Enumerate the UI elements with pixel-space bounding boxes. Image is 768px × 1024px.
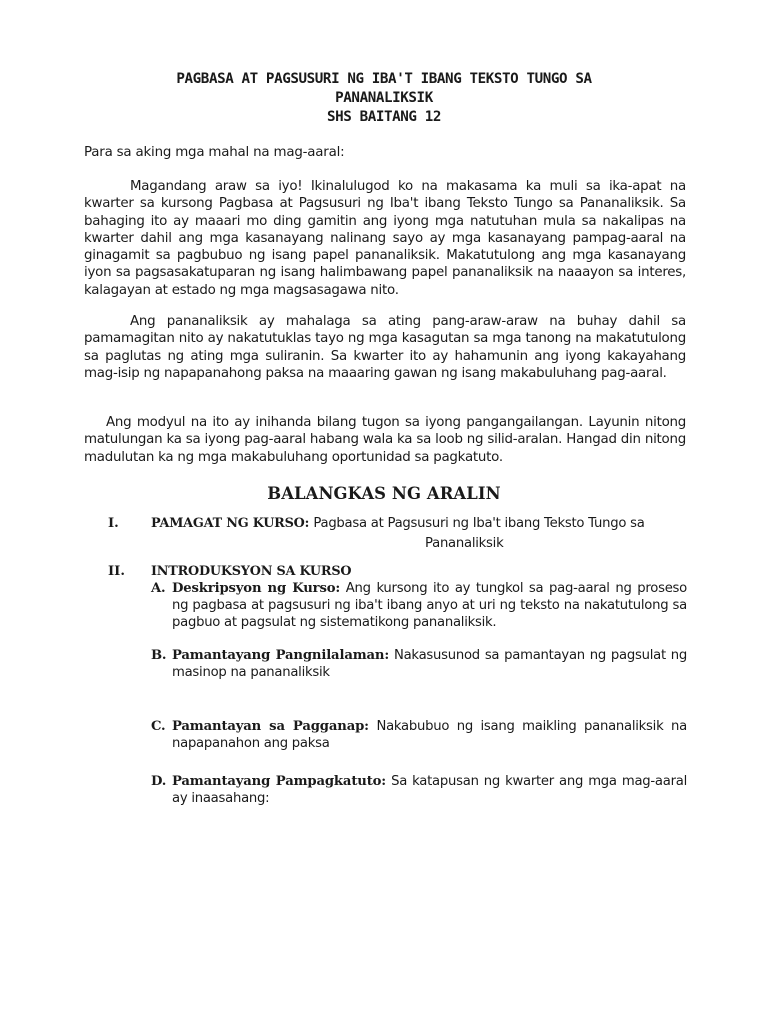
outline-numeral: I. bbox=[108, 516, 119, 531]
outline-numeral: II. bbox=[108, 564, 125, 579]
subitem-label: Pamantayan sa Pagganap: bbox=[172, 719, 369, 734]
subitem-letter: C. bbox=[151, 719, 166, 734]
greeting: Para sa aking mga mahal na mag-aaral: bbox=[84, 145, 345, 160]
subitem-text: Nakabubuo ng isang maikling pananaliksik na napapanahon ang paksa bbox=[172, 719, 687, 751]
intro-paragraph: Magandang araw sa iyo! Ikinalulugod ko na makasama ka muli sa ika-apat na kwarter sa kursong Pagbasa at Pagsusuri ng Iba't ibang Teksto Tungo sa Pananaliksik. Sa bahaging ito ay maaari mo ding gamitin ang iyong mga natutuhan mula sa nakalipas na kwarter dahil ang mga kasanayang nalinang sayo ay mga kasanayang pampag-aaral na ginagamit sa pagbubuo ng isang papel pananaliksik. Makatutulong ang mga kasanayang iyon sa pagsasakatuparan ng isang halimbawang papel pananaliksik na naaayon sa interes, kalagayan at estado ng mga magsasagawa nito. bbox=[84, 179, 686, 298]
subitem-text: Nakasusunod sa pamantayan ng pagsulat ng masinop na pananaliksik bbox=[172, 648, 687, 680]
outline-item-course-title bbox=[151, 515, 645, 532]
subitem-label: Pamantayang Pangnilalaman: bbox=[172, 648, 390, 663]
outline-subitem bbox=[151, 580, 687, 631]
title-line: PANANALIKSIK bbox=[335, 90, 433, 106]
subitem-letter: D. bbox=[151, 774, 167, 789]
document-title bbox=[0, 70, 768, 127]
subitem-label: Deskripsyon ng Kurso: bbox=[172, 581, 341, 596]
title-line: PAGBASA AT PAGSUSURI NG IBA'T IBANG TEKSTO TUNGO SA bbox=[176, 71, 592, 87]
section-heading: BALANGKAS NG ARALIN bbox=[267, 484, 501, 503]
subitem-text: Sa katapusan ng kwarter ang mga mag-aaral ay inaasahang: bbox=[172, 774, 687, 806]
outline-text: Pagbasa at Pagsusuri ng Iba't ibang Teksto Tungo sa bbox=[313, 516, 645, 531]
subitem-letter: A. bbox=[151, 581, 166, 596]
outline-text-continuation: Pananaliksik bbox=[425, 536, 504, 551]
subitem-letter: B. bbox=[151, 648, 167, 663]
intro-paragraph: Ang modyul na ito ay inihanda bilang tugon sa iyong pangangailangan. Layunin nitong matulungan ka sa iyong pag-aaral habang wala ka sa loob ng silid-aralan. Hangad din nitong madulutan ka ng mga makabuluhang oportunidad sa pagkatuto. bbox=[84, 415, 686, 465]
subitem-text: Ang kursong ito ay tungkol sa pag-aaral ng proseso ng pagbasa at pagsusuri ng iba't ibang anyo at uri ng teksto na nakatutulong sa pagbuo at pagsulat ng sistematikong pananaliksik. bbox=[172, 581, 687, 630]
outline-label: PAMAGAT NG KURSO: bbox=[151, 516, 310, 531]
title-line: SHS BAITANG 12 bbox=[327, 109, 441, 125]
outline-subitem bbox=[151, 718, 687, 752]
subitem-label: Pamantayang Pampagkatuto: bbox=[172, 774, 387, 789]
intro-paragraph: Ang pananaliksik ay mahalaga sa ating pang-araw-araw na buhay dahil sa pamamagitan nito ay nakatutuklas tayo ng mga kasagutan sa mga tanong na makatutulong sa paglutas ng ating mga suliranin. Sa kwarter ito ay hahamunin ang iyong kakayahang mag-isip ng napapanahong paksa na maaaring gawan ng isang makabuluhang pag-aaral. bbox=[84, 314, 686, 381]
outline-item-introduction: INTRODUKSYON SA KURSO bbox=[151, 564, 352, 579]
outline-subitem bbox=[151, 773, 687, 807]
outline-subitem bbox=[151, 647, 687, 681]
